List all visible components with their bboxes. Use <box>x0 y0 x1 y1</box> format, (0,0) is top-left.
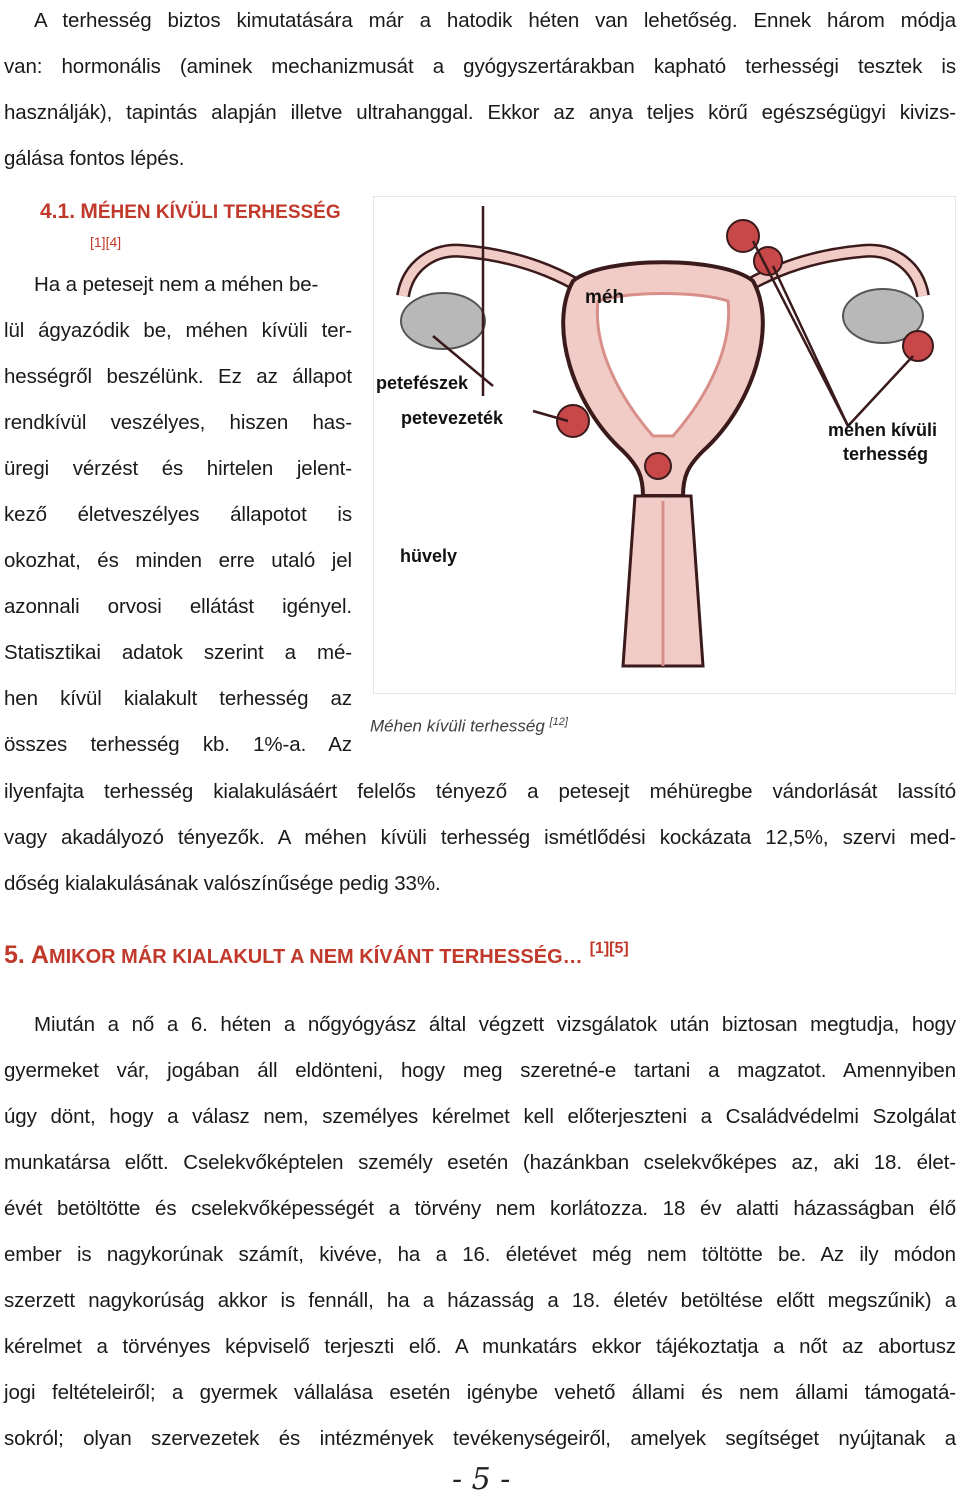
side-line: Statisztikai adatok szerint a mé- <box>4 641 352 664</box>
section-5-line: munkatársa előtt. Cselekvőképtelen személy esetén (hazánkban cselekvőképes az, aki 18. élet- <box>4 1151 956 1174</box>
ectopic-embryo-top <box>727 220 759 252</box>
side-line: lül ágyazódik be, méhen kívüli ter- <box>4 319 352 342</box>
section-4-1-heading <box>40 200 341 224</box>
section-5-line: jogi feltételeiről; a gyermek vállalása esetén igénybe vehető állami és nem állami támogatá- <box>4 1381 956 1404</box>
section-5-line: sokról; olyan szervezetek és intézmények tevékenységeiről, amelyek segítséget nyújtanak a <box>4 1427 956 1450</box>
ectopic-embryo-abdominal <box>557 405 589 437</box>
side-line: Ha a petesejt nem a méhen be- <box>34 273 319 296</box>
section-5-line: kérelmet a törvényes képviselő terjeszti elő. A munkatárs ekkor tájékoztatja a nőt az abortusz <box>4 1335 956 1358</box>
label-meh: méh <box>585 287 625 308</box>
intro-line: van: hormonális (aminek mechanizmusát a gyógyszertárakban kapható terhességi tesztek is <box>4 55 956 78</box>
left-ovary <box>401 293 485 349</box>
section-5-line: évét betöltötte és cselekvőképességét a törvény nem korlátozza. 18 év alatti házasságban élő <box>4 1197 956 1220</box>
ectopic-pregnancy-figure <box>373 196 956 694</box>
section-number: 4.1. <box>40 200 76 223</box>
intro-line: gálása fontos lépés. <box>4 147 185 170</box>
section-title-initial: M <box>80 200 98 223</box>
ectopic-embryo-cervical <box>645 453 671 479</box>
section-5-heading <box>4 940 629 970</box>
continuation-line: ilyenfajta terhesség kialakulásáért felelős tényező a petesejt méhüregbe vándorlását lassító <box>4 780 956 803</box>
ectopic-continuation-paragraph <box>4 769 956 907</box>
side-line: rendkívül veszélyes, hiszen has- <box>4 411 352 434</box>
intro-line: A terhesség biztos kimutatására már a hatodik héten van lehetőség. Ennek három módja <box>34 9 956 32</box>
figure-caption-reference: [12] <box>549 716 568 728</box>
side-line: azonnali orvosi ellátást igényel. <box>4 595 352 618</box>
section-5-references: [1][5] <box>589 940 629 957</box>
label-petevezetek: petevezeték <box>401 408 504 428</box>
section-4-1-references: [1][4] <box>90 234 122 250</box>
figure-caption <box>370 716 568 737</box>
figure-caption-text: Méhen kívüli terhesség <box>370 716 545 736</box>
section-5-number: 5. <box>4 941 31 969</box>
side-line: összes terhesség kb. 1%-a. Az <box>4 733 352 756</box>
intro-line: használják), tapintás alapján illetve ultrahanggal. Ekkor az anya teljes körű egészségügyi kivizs- <box>4 101 956 124</box>
side-line: hességről beszélünk. Ez az állapot <box>4 365 352 388</box>
section-5-title-initial: A <box>30 941 49 969</box>
label-ectopic-line2: terhesség <box>843 444 929 464</box>
side-line: hen kívül kialakult terhesség az <box>4 687 352 710</box>
section-5-line: szerzett nagykorúság akkor is fennáll, ha a házasság a 18. életév betöltése előtt megszűnik) a <box>4 1289 956 1312</box>
side-line: üregi vérzést és hirtelen jelent- <box>4 457 352 480</box>
ectopic-embryo-ovary <box>903 331 933 361</box>
section-5-line: ember is nagykorúnak számít, kivéve, ha a 16. életévet még nem töltötte be. Az ily módon <box>4 1243 956 1266</box>
intro-paragraph <box>4 0 956 182</box>
section-5-line: úgy dönt, hogy a válasz nem, személyes kérelmet kell előterjeszteni a Családvédelmi Szolgálat <box>4 1105 956 1128</box>
section-5-line: gyermeket vár, jogában áll eldönteni, hogy meg szeretné-e tartani a magzatot. Amennyiben <box>4 1059 956 1082</box>
ectopic-side-paragraph <box>4 262 352 768</box>
side-line: okozhat, és minden erre utaló jel <box>4 549 352 572</box>
section-5-title: MIKOR MÁR KIALAKULT A NEM KÍVÁNT TERHESSÉG… <box>48 946 583 968</box>
label-huvely: hüvely <box>400 546 458 566</box>
page-number: - 5 - <box>452 1462 511 1497</box>
section-title: ÉHEN KÍVÜLI TERHESSÉG <box>97 202 341 223</box>
label-ectopic-line1: méhen kívüli <box>828 420 938 440</box>
side-line: kező életveszélyes állapotot is <box>4 503 352 526</box>
section-5-line: Miután a nő a 6. héten a nőgyógyász által végzett vizsgálatok után biztosan megtudja, hogy <box>34 1013 956 1036</box>
label-petefeszek: petefészek <box>376 373 469 393</box>
continuation-line: vagy akadályozó tényezők. A méhen kívüli terhesség ismétlődési kockázata 12,5%, szervi med- <box>4 826 956 849</box>
continuation-line: dőség kialakulásának valószínűsége pedig 33%. <box>4 872 441 895</box>
section-5-paragraph <box>4 1002 956 1462</box>
